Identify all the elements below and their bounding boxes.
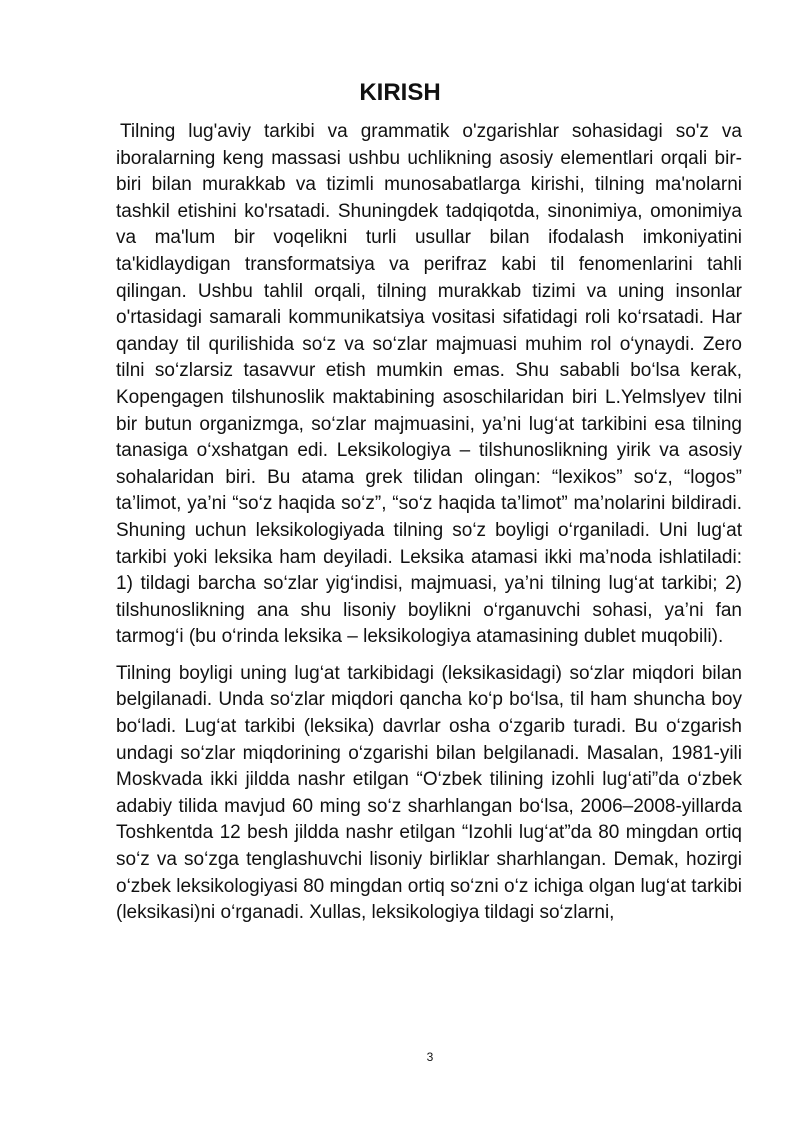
document-body (116, 119, 742, 927)
paragraph-2: Tilning boyligi uning lug‘at tarkibidagi (leksikasidagi) so‘zlar miqdori bilan belgilanadi. Unda so‘zlar miqdori qancha ko‘p bo‘lsa, til ham shuncha boy bo‘ladi. Lug‘at tarkibi (leksika) davrlar osha o‘zgarib turadi. Bu o‘zgarish undagi so‘zlar miqdorining o‘zgarishi bilan belgilanadi. Masalan, 1981-yili Moskvada ikki jildda nashr etilgan “O‘zbek tilining izohli lug‘ati”da o‘zbek adabiy tilida mavjud 60 ming so‘z sharhlangan bo‘lsa, 2006–2008-yillarda Toshkentda 12 besh jildda nashr etilgan “Izohli lug‘at”da 80 mingdan ortiq so‘z va so‘zga tenglashuvchi lisoniy birliklar sharhlangan. Demak, hozirgi o‘zbek leksikologiyasi 80 mingdan ortiq so‘zni o‘z ichiga olgan lug‘at tarkibi (leksikasi)ni o‘rganadi. Xullas, leksikologiya tildagi so‘zlarni, (116, 662, 742, 924)
paragraph-1: Tilning lug'aviy tarkibi va grammatik o'zgarishlar sohasidagi so'z va iboralarning keng massasi ushbu uchlikning asosiy elementlari orqali bir-biri bilan murakkab va tizimli munosabatlarga kirishi, tilning ma'nolarni tashkil etishini ko'rsatadi. Shuningdek tadqiqotda, sinonimiya, omonimiya va ma'lum bir voqelikni turli usullar bilan ifodalash imkoniyatini ta'kidlaydigan transformatsiya va perifraz kabi til fenomenlarini tahli qilingan. Ushbu tahlil orqali, tilning murakkab tizimi va uning insonlar o'rtasidagi samarali kommunikatsiya vositasi sifatidagi roli ko‘rsatadi. Har qanday til qurilishida so‘z va so‘zlar majmuasi muhim rol o‘ynaydi. Zero tilni so‘zlarsiz tasavvur etish mumkin emas. Shu sababli bo‘lsa kerak, Kopengagen tilshunoslik maktabining asoschilaridan biri L.Yelmslyev tilni bir butun organizmga, so‘zlar majmuasini, ya’ni lug‘at tarkibini esa tilning tanasiga o‘xshatgan edi. Leksikologiya – tilshunoslikning yirik va asosiy sohalaridan biri. Bu atama grek tilidan olingan: “lexikos” so‘z, “logos” ta’limot, ya’ni “so‘z haqida so‘z”, “so‘z haqida ta’limot” ma’nolarini bildiradi. Shuning uchun leksikologiyada tilning so‘z boyligi o‘rganiladi. Uni lug‘at tarkibi yoki leksika ham deyiladi. Leksika atamasi ikki ma’noda ishlatiladi: 1) tildagi barcha so‘zlar yig‘indisi, majmuasi, ya’ni tilning lug‘at tarkibi; 2) tilshunoslikning ana shu lisoniy boylikni o‘rganuvchi sohasi, ya’ni fan tarmog‘i (bu o‘rinda leksika – leksikologiya atamasining dublet muqobili). (116, 121, 742, 648)
page-title: KIRISH (359, 79, 441, 106)
page-number: 3 (426, 1050, 434, 1064)
